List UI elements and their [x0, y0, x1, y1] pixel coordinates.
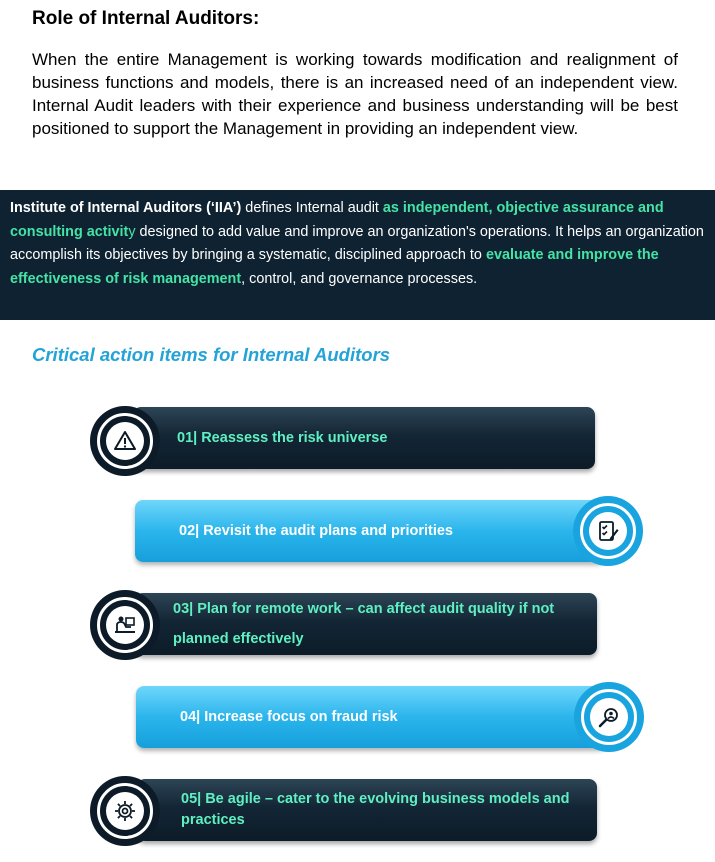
action-item-1: [133, 407, 595, 469]
action-item-1-badge: [90, 406, 160, 476]
intro-paragraph: When the entire Management is working towards modification and realignment of business functions and models, there is an increased need of an independent view. Internal Audit leaders with their experience and business understanding will be best positioned to support the Management in providing an independent view.: [32, 50, 678, 138]
checklist-icon: [596, 519, 620, 543]
warning-icon: [113, 429, 137, 453]
action-item-label: 04| Increase focus on fraud risk: [180, 709, 398, 725]
action-item-2-badge: [573, 496, 643, 566]
iia-highlight-1: as independent, objective assurance and consulting activit: [10, 200, 664, 240]
action-item-5-badge: [90, 776, 160, 846]
iia-definition-box: [0, 190, 715, 320]
iia-org-name: Institute of Internal Auditors (‘IIA’): [10, 200, 242, 216]
gear-icon: [113, 799, 137, 823]
iia-highlight-1b: y: [128, 223, 136, 240]
action-item-4: [136, 686, 606, 748]
iia-text-1: defines Internal audit: [241, 200, 383, 216]
action-item-label: 05| Be agile – cater to the evolving business models and practices: [181, 791, 570, 828]
iia-text-2: designed to add value and improve an organization's operations. It helps an organization accomplish its objectives by bringing a systematic, disciplined approach to: [10, 223, 704, 263]
action-items-heading: Critical action items for Internal Auditors: [32, 344, 391, 365]
action-item-label: 03| Plan for remote work – can affect audit quality if not planned effectively: [173, 601, 555, 647]
action-item-label: 01| Reassess the risk universe: [177, 430, 388, 446]
action-item-4-badge: [574, 682, 644, 752]
magnifier-person-icon: [597, 705, 621, 729]
action-item-2: [135, 500, 605, 562]
action-item-3-badge: [90, 590, 160, 660]
remote-worker-icon: [113, 613, 137, 637]
action-item-5: [137, 779, 597, 841]
section-heading: Role of Internal Auditors:: [32, 8, 260, 29]
iia-highlight-2: evaluate and improve the effectiveness of risk management: [10, 247, 659, 287]
action-item-label: 02| Revisit the audit plans and priorities: [179, 523, 453, 539]
iia-text-3: , control, and governance processes.: [241, 270, 478, 287]
action-item-3: [135, 593, 597, 655]
